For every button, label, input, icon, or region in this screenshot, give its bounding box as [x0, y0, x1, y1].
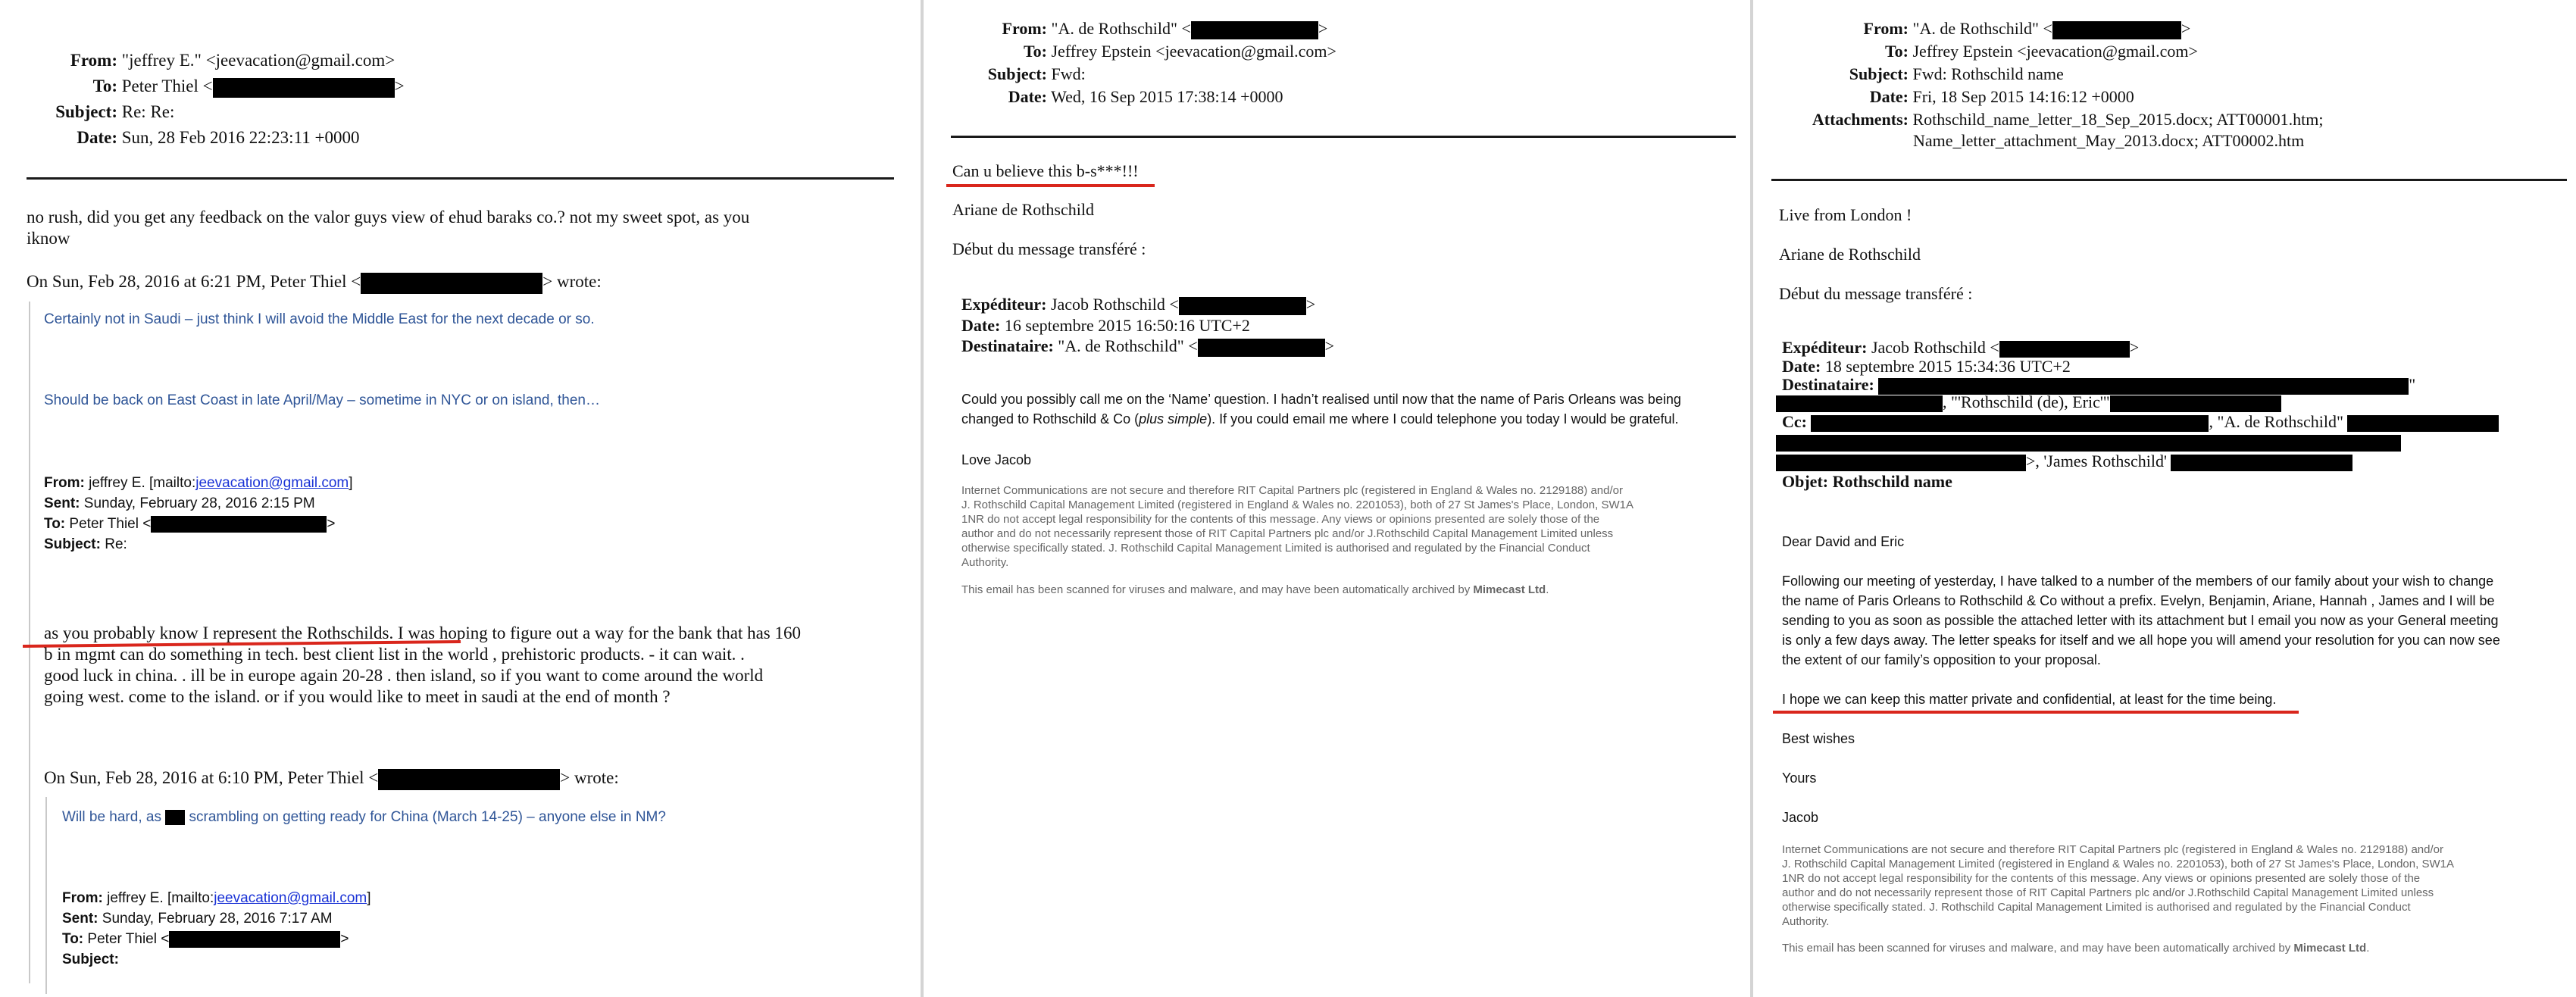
quote-bar [29, 302, 30, 983]
objet-label: Objet: [1782, 472, 1829, 491]
redaction-block [2052, 21, 2181, 39]
redaction-block [1776, 455, 2026, 471]
subject-label: Subject: [44, 536, 101, 552]
to-value: Peter Thiel < [121, 77, 213, 95]
quoted-text: Should be back on East Coast in late April/May – sometime in NYC or on island, then… [44, 392, 600, 408]
email-page-fwd-jacob [921, 0, 1750, 997]
to-label: To: [1024, 42, 1047, 61]
redaction-block [169, 931, 340, 948]
header-divider [1771, 179, 2567, 181]
message-headline: Can u believe this b-s***!!! [952, 161, 1139, 180]
redaction-block [1811, 415, 2209, 432]
header-divider [951, 136, 1736, 138]
disclaimer: Internet Communications are not secure and therefore RIT Capital Partners plc (registered in England & Wales no. 2129188) and/or J. Rothschild Capital Management Limited (registered in England & Wales no. 2201053), both of 27 St James's Place, London, SW1A 1NR do not accept legal responsibility for the contents of this message. Any views or opinions presented are solely those of the author and do not necessarily represent those of RIT Capital Partners plc and/or J.Rothschild Capital Management Limited unless otherwise specifically stated. J. Rothschild Capital Management Limited is authorised and regulated by the Financial Conduct Authority. [1782, 843, 2454, 928]
to-label: To: [62, 931, 84, 947]
redaction-block [1776, 435, 2401, 452]
forwarded-header: Expéditeur: Jacob Rothschild < > Date: 18 septembre 2015 15:34:36 UTC+2 Destinataire: " [1782, 338, 2416, 394]
body-line: as you probably know I represent the Rothschilds. I was hoping to figure out a way for the bank that has 160 [44, 624, 802, 642]
date-value: Sun, 28 Feb 2016 22:23:11 +0000 [121, 128, 360, 147]
from-value: "jeffrey E." <jeevacation@gmail.com> [121, 51, 395, 70]
redaction-block [361, 273, 542, 294]
greeting: Dear David and Eric [1782, 534, 1905, 549]
forwarded-header: Expéditeur: Jacob Rothschild < > Date: 16 septembre 2015 16:50:16 UTC+2 Destinataire: "A. de Rothschild" < > [961, 295, 1335, 355]
subject-value: Re: Re: [121, 102, 175, 121]
quoted-text: Certainly not in Saudi – just think I will avoid the Middle East for the next decade or so. [44, 311, 595, 327]
destinataire-label: Destinataire: [1782, 374, 1874, 394]
date-label: Date: [961, 315, 1001, 335]
scan-notice: This email has been scanned for viruses and malware, and may have been automatically archived by Mimecast Ltd. [1782, 942, 2370, 955]
date-label: Date: [1782, 356, 1821, 376]
date-label: Date: [1869, 87, 1909, 106]
reply-attribution: On Sun, Feb 28, 2016 at 6:10 PM, Peter Thiel < > wrote: [44, 767, 619, 790]
message-body: Following our meeting of yesterday, I have talked to a number of the members of our family about your wish to change the name of Paris Orleans to Rothschild & Co without a prefix. Evelyn, Benjamin, Ariane, Hannah , James and I will be sending to you as soon as possible the attached letter with its attachment but I email you now as your General meeting is only a few days away. The letter speaks for itself and we all hope you will amend your resolution for you can now see the extent of our family’s opposition to your proposal. [1782, 574, 2500, 667]
email-link[interactable]: jeevacation@gmail.com [214, 890, 367, 906]
to-label: To: [44, 516, 66, 532]
redaction-block [213, 78, 395, 98]
body-line: going west. come to the island. or if you would like to meet in saudi at the end of month ? [44, 687, 671, 706]
attachments-label: Attachments: [1812, 110, 1909, 129]
email-header: From: "A. de Rothschild" < > To: Jeffrey Epstein <jeevacation@gmail.com> Subject: Fwd: Date: Wed, 16 Sep 2015 17:38:14 +0000 [943, 18, 1336, 109]
subject-label: Subject: [62, 952, 119, 967]
sent-label: Sent: [44, 495, 80, 511]
message-line: changed to Rothschild & Co (plus simple). If you could email me where I could telephone you today I would be grateful. [961, 411, 1679, 427]
from-label: From: [70, 51, 117, 70]
signature-name: Ariane de Rothschild [952, 200, 1094, 219]
body-line: good luck in china. . ill be in europe again 20-28 . then island, so if you want to come around the world [44, 666, 764, 685]
redaction-block [1191, 21, 1318, 39]
email-page-thiel [0, 0, 921, 997]
expediteur-label: Expéditeur: [961, 295, 1047, 314]
redaction-block [2347, 415, 2499, 432]
quoted-text: Will be hard, as scrambling on getting ready for China (March 14-25) – anyone else in NM? [62, 809, 666, 825]
attachment-list: Name_letter_attachment_May_2013.docx; ATT00002.htm [1913, 131, 2305, 150]
to-label: To: [1885, 42, 1909, 61]
signature-name: Ariane de Rothschild [1779, 245, 1921, 264]
from-label: From: [44, 475, 85, 491]
cc-line [1776, 433, 2401, 452]
redaction-block [1776, 395, 1943, 412]
reply-attribution: On Sun, Feb 28, 2016 at 6:21 PM, Peter Thiel < > wrote: [27, 270, 602, 294]
redaction-block [1999, 341, 2130, 358]
closing: Yours [1782, 770, 1817, 786]
body-line: no rush, did you get any feedback on the valor guys view of ehud baraks co.? not my sweet spot, as you [27, 208, 750, 227]
redaction-block [165, 810, 185, 825]
redaction-block [1179, 297, 1306, 315]
from-label: From: [62, 890, 103, 906]
sent-label: Sent: [62, 911, 98, 927]
subject-label: Subject: [1849, 64, 1909, 83]
redaction-block [151, 516, 327, 533]
email-page-rothschild-name [1750, 0, 2576, 997]
subject-label: Subject: [987, 64, 1047, 83]
disclaimer: Internet Communications are not secure and therefore RIT Capital Partners plc (registered in England & Wales no. 2129188) and/or J. Rothschild Capital Management Limited (registered in England & Wales no. 2201053), both of 27 St James's Place, London, SW1A 1NR do not accept legal responsibility for the contents of this message. Any views or opinions presented are solely those of the author and do not necessarily represent those of RIT Capital Partners plc and/or J.Rothschild Capital Management Limited unless otherwise specifically stated. J. Rothschild Capital Management Limited is authorised and regulated by the Financial Conduct Authority. [961, 484, 1633, 569]
forwarded-header: From: jeffrey E. [mailto:jeevacation@gmail.com] Sent: Sunday, February 28, 2016 2:15 PM To: Peter Thiel < > Subject: Re: [44, 475, 353, 552]
email-header: From: "jeffrey E." <jeevacation@gmail.com> To: Peter Thiel < > Subject: Re: Re: Date: Sun, 28 Feb 2016 22:23:11 +0000 [15, 49, 424, 152]
from-label: From: [1002, 19, 1047, 38]
redaction-block [2171, 455, 2352, 471]
email-link[interactable]: jeevacation@gmail.com [195, 475, 349, 491]
attachment-list: Rothschild_name_letter_18_Sep_2015.docx; ATT00001.htm; [1912, 110, 2324, 129]
email-header: From: "A. de Rothschild" < > To: Jeffrey Epstein <jeevacation@gmail.com> Subject: Fwd: Rothschild name Date: Fri, 18 Sep 2015 14:16:12 +0000 Attachments: Rothschild_name_letter_18_Sep_2015.docx; ATT00001.htm; Name_letter_attachment_May_2013.docx; ATT00002.htm [1772, 18, 2324, 152]
annotation-underline [946, 184, 1155, 187]
message-line: I hope we can keep this matter private and confidential, at least for the time being. [1782, 692, 2277, 707]
from-label: From: [1863, 19, 1909, 38]
scan-notice: This email has been scanned for viruses and malware, and may have been automatically archived by Mimecast Ltd. [961, 583, 1549, 596]
date-label: Date: [77, 128, 117, 147]
message-line: Could you possibly call me on the ‘Name’ question. I hadn’t realised until now that the name of Paris Orleans was being [961, 392, 1681, 407]
redaction-block [2110, 395, 2281, 412]
closing: Best wishes [1782, 731, 1855, 746]
cc-label: Cc: [1782, 412, 1807, 431]
sign-off: Jacob [1782, 810, 1819, 825]
forward-intro: Début du message transféré : [1779, 284, 1973, 303]
forwarded-header: From: jeffrey E. [mailto:jeevacation@gmail.com] Sent: Sunday, February 28, 2016 7:17 AM To: Peter Thiel < > Subject: [62, 890, 371, 967]
recipient-line: , "'Rothschild (de), Eric'" [1776, 393, 2281, 412]
destinataire-label: Destinataire: [961, 336, 1054, 355]
object-line: Objet: Rothschild name [1782, 472, 1952, 491]
cc-line: Cc: , "A. de Rothschild" [1782, 413, 2499, 432]
header-divider [27, 177, 894, 180]
message-headline: Live from London ! [1779, 205, 1912, 224]
quote-bar [45, 797, 47, 994]
annotation-underline [1773, 711, 2299, 714]
to-label: To: [92, 77, 117, 95]
subject-label: Subject: [55, 102, 117, 121]
cc-line: >, 'James Rothschild' [1776, 452, 2352, 471]
expediteur-label: Expéditeur: [1782, 338, 1868, 357]
date-label: Date: [1008, 87, 1047, 106]
redaction-block [1198, 339, 1325, 357]
body-line: b in mgmt can do something in tech. best client list in the world , prehistoric products. - it can wait. . [44, 645, 745, 664]
forward-intro: Début du message transféré : [952, 239, 1146, 258]
body-line: iknow [27, 229, 70, 248]
sign-off: Love Jacob [961, 452, 1032, 467]
redaction-block [378, 769, 560, 790]
